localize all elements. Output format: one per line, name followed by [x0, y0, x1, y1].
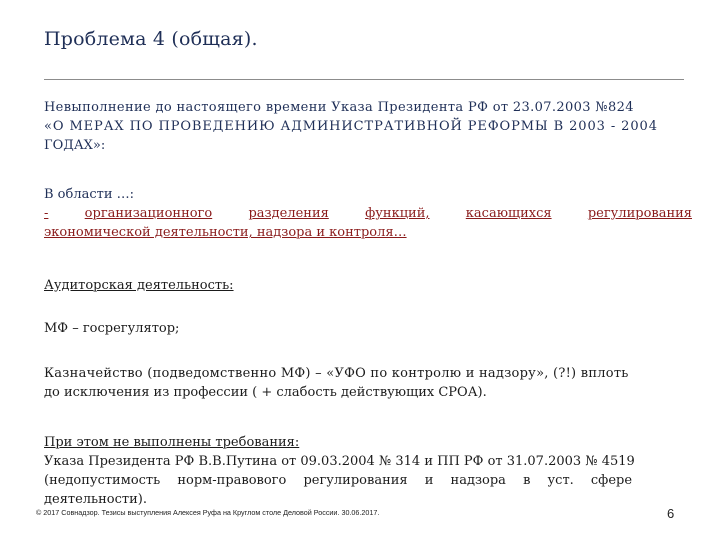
treasury-line-1: Казначейство (подведомственно МФ) – «УФО по контролю и надзору», (?!) вплоть [44, 366, 629, 381]
decree-line-3: ГОДАХ»: [44, 138, 106, 153]
decree-line-2: «О МЕРАХ ПО ПРОВЕДЕНИЮ АДМИНИСТРАТИВНОЙ РЕФОРМЫ В 2003 - 2004 [44, 119, 658, 134]
treasury-line-2: до исключения из профессии ( + слабость действующих СРОА). [44, 385, 487, 400]
slide-title: Проблема 4 (общая). [44, 28, 258, 50]
requirements-line-3: деятельности). [44, 492, 147, 507]
decree-paragraph [44, 98, 692, 155]
area-word-3: функций, [365, 206, 430, 221]
area-lead: В области …: [44, 187, 134, 202]
area-word-1: организационного [84, 206, 213, 221]
area-word-5: регулирования [587, 206, 692, 221]
footer-text: © 2017 Совнадзор. Тезисы выступления Алексея Руфа на Круглом столе Деловой России. 30.06.2017. [36, 508, 380, 517]
requirements-line-2: (недопустимость норм-правового регулирования и надзора в уст. сфере [44, 473, 633, 488]
area-line-1 [44, 204, 692, 223]
area-word-4: касающихся [465, 206, 552, 221]
decree-line-1: Невыполнение до настоящего времени Указа Президента РФ от 23.07.2003 №824 [44, 100, 634, 115]
requirements-heading: При этом не выполнены требования: [44, 435, 300, 450]
treasury-paragraph [44, 364, 692, 402]
audit-heading: Аудиторская деятельность: [44, 278, 234, 293]
page-number: 6 [667, 506, 675, 521]
requirements-line-1: Указа Президента РФ В.В.Путина от 09.03.2004 № 314 и ПП РФ от 31.07.2003 № 4519 [44, 454, 635, 469]
requirements-paragraph [44, 433, 692, 509]
area-dash: - [44, 206, 49, 221]
title-divider [44, 79, 684, 80]
mf-line: МФ – госрегулятор; [44, 321, 180, 336]
area-word-2: разделения [248, 206, 329, 221]
area-line-2: экономической деятельности, надзора и контроля… [44, 225, 407, 240]
area-paragraph [44, 185, 692, 242]
